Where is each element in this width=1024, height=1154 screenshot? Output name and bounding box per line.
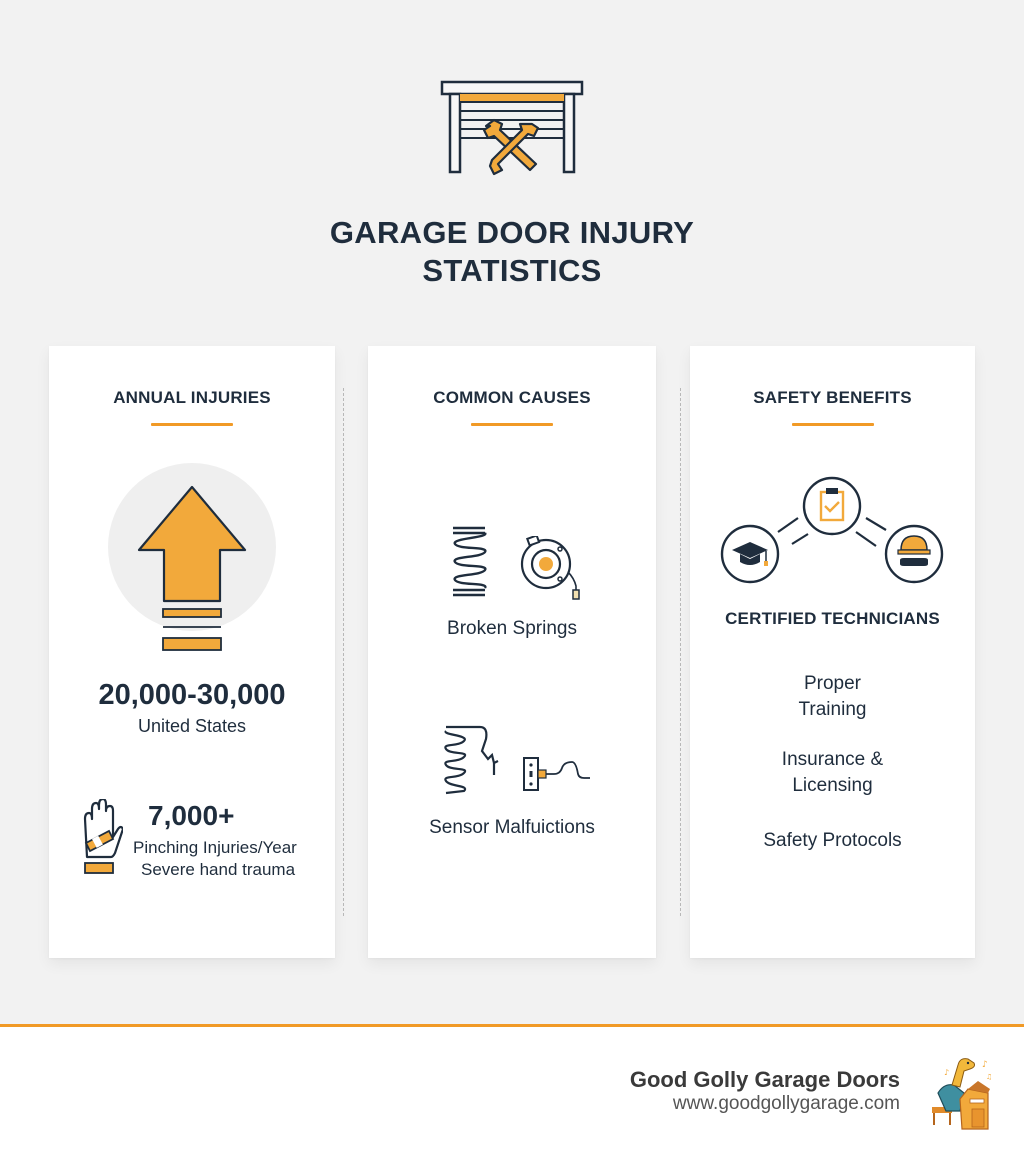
column-divider xyxy=(343,388,344,916)
pinching-injuries-label: Pinching Injuries/Year xyxy=(133,838,297,857)
benefit-line: Training xyxy=(798,699,867,720)
page-title-line2: STATISTICS xyxy=(422,253,602,288)
card-title: SAFETY BENEFITS xyxy=(753,388,912,407)
up-arrow-icon xyxy=(108,463,276,659)
svg-text:♪: ♪ xyxy=(944,1068,950,1077)
graduation-cap-icon xyxy=(722,526,778,582)
card-title: ANNUAL INJURIES xyxy=(113,388,271,407)
card-title: COMMON CAUSES xyxy=(433,388,591,407)
certified-technicians-network-icon xyxy=(720,474,944,586)
benefit-line: Insurance & xyxy=(781,749,884,770)
annual-injuries-value: 20,000-30,000 xyxy=(98,679,286,711)
coil-spring-icon xyxy=(449,524,491,600)
broken-spring-icon xyxy=(440,723,508,799)
benefit-safety-protocols: Safety Protocols xyxy=(763,830,902,851)
spring-drum-icon xyxy=(520,536,584,602)
sensor-icon xyxy=(522,756,592,792)
benefit-proper-training xyxy=(690,671,975,723)
footer xyxy=(0,1027,1024,1154)
hardhat-wrench-icon xyxy=(886,526,942,582)
card-common-causes xyxy=(368,346,656,958)
benefit-line: Licensing xyxy=(792,775,873,796)
card-title-underline xyxy=(471,423,553,426)
cause-label-sensor-malfunctions: Sensor Malfuictions xyxy=(429,817,595,838)
card-title-underline xyxy=(792,423,874,426)
benefit-insurance-licensing xyxy=(690,747,975,799)
cause-label-broken-springs: Broken Springs xyxy=(447,618,577,639)
svg-text:♪: ♪ xyxy=(982,1060,988,1070)
pinching-injuries-value: 7,000+ xyxy=(148,800,235,831)
card-safety-benefits xyxy=(690,346,975,958)
bandaged-hand-icon xyxy=(79,799,123,875)
brand-url[interactable]: www.goodgollygarage.com xyxy=(672,1093,900,1114)
column-divider xyxy=(680,388,681,916)
benefit-line: Proper xyxy=(803,673,862,694)
svg-text:♫: ♫ xyxy=(986,1073,993,1081)
annual-injuries-label: United States xyxy=(137,716,247,736)
page-title-line1: GARAGE DOOR INJURY xyxy=(329,215,695,250)
garage-door-wrench-icon xyxy=(440,80,584,176)
card-annual-injuries xyxy=(49,346,335,958)
page-title xyxy=(0,214,1024,290)
card-title-underline xyxy=(151,423,233,426)
giraffe-mascot-logo xyxy=(924,1049,1000,1133)
certified-technicians-heading: CERTIFIED TECHNICIANS xyxy=(725,609,940,628)
clipboard-check-icon xyxy=(804,478,860,534)
brand-name: Good Golly Garage Doors xyxy=(629,1067,900,1092)
pinching-injuries-detail: Severe hand trauma xyxy=(141,860,296,879)
